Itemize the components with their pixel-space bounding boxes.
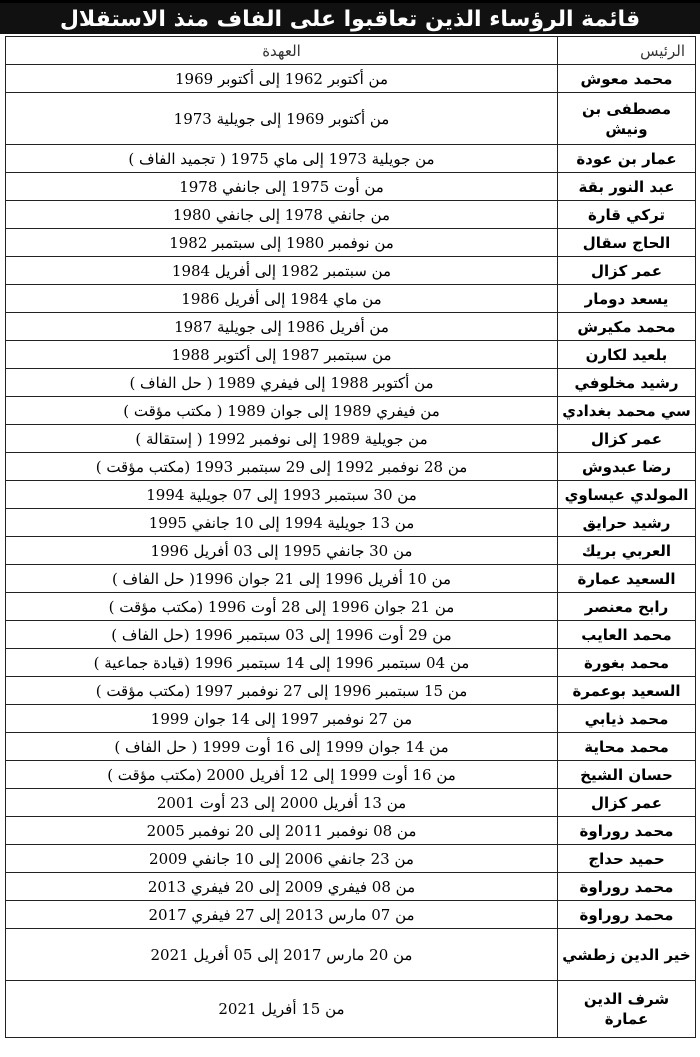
- president-name: عمار بن عودة: [558, 145, 696, 173]
- table-row: [6, 537, 696, 565]
- president-name: رضا عبدوش: [558, 453, 696, 481]
- table-row: [6, 453, 696, 481]
- table-row: [6, 65, 696, 93]
- table-row: [6, 285, 696, 313]
- president-name: خير الدين زطشي: [558, 929, 696, 981]
- president-name: السعيد عمارة: [558, 565, 696, 593]
- table-row: [6, 341, 696, 369]
- table-row: [6, 929, 696, 981]
- term-period: من 04 سبتمبر 1996 إلى 14 سبتمبر 1996 (قيادة جماعية ): [6, 649, 558, 677]
- table-header-row: [6, 37, 696, 65]
- term-period: من أفريل 1986 إلى جويلية 1987: [6, 313, 558, 341]
- table-row: [6, 761, 696, 789]
- president-name: محمد محاية: [558, 733, 696, 761]
- term-period: من 08 فيفري 2009 إلى 20 فيفري 2013: [6, 873, 558, 901]
- term-period: من 13 أفريل 2000 إلى 23 أوت 2001: [6, 789, 558, 817]
- president-name: محمد العايب: [558, 621, 696, 649]
- president-name: محمد مكيرش: [558, 313, 696, 341]
- table-row: [6, 789, 696, 817]
- table-row: [6, 229, 696, 257]
- term-period: من جويلية 1973 إلى ماي 1975 ( تجميد الفاف ): [6, 145, 558, 173]
- term-period: من 23 جانفي 2006 إلى 10 جانفي 2009: [6, 845, 558, 873]
- table-row: [6, 981, 696, 1038]
- table-row: [6, 369, 696, 397]
- president-name: رشيد حرايق: [558, 509, 696, 537]
- term-period: من أكتوبر 1988 إلى فيفري 1989 ( حل الفاف ): [6, 369, 558, 397]
- president-name: عمر كزال: [558, 789, 696, 817]
- president-name: بلعيد لكارن: [558, 341, 696, 369]
- table-row: [6, 509, 696, 537]
- president-name: محمد روراوة: [558, 817, 696, 845]
- table-row: [6, 201, 696, 229]
- term-period: من 13 جويلية 1994 إلى 10 جانفي 1995: [6, 509, 558, 537]
- term-period: من أكتوبر 1969 إلى جويلية 1973: [6, 93, 558, 145]
- term-period: من جويلية 1989 إلى نوفمبر 1992 ( إستقالة ): [6, 425, 558, 453]
- term-period: من سبتمبر 1987 إلى أكتوبر 1988: [6, 341, 558, 369]
- term-period: من 10 أفريل 1996 إلى 21 جوان 1996( حل الفاف ): [6, 565, 558, 593]
- table-row: [6, 873, 696, 901]
- term-period: من ماي 1984 إلى أفريل 1986: [6, 285, 558, 313]
- table-row: [6, 901, 696, 929]
- table-row: [6, 481, 696, 509]
- table-row: [6, 313, 696, 341]
- table-row: [6, 173, 696, 201]
- term-period: من 21 جوان 1996 إلى 28 أوت 1996 (مكتب مؤقت ): [6, 593, 558, 621]
- table-row: [6, 425, 696, 453]
- table-row: [6, 145, 696, 173]
- term-period: من 14 جوان 1999 إلى 16 أوت 1999 ( حل الفاف ): [6, 733, 558, 761]
- president-name: محمد بغورة: [558, 649, 696, 677]
- president-name: حميد حداج: [558, 845, 696, 873]
- president-name: حسان الشيخ: [558, 761, 696, 789]
- term-period: من 08 نوفمبر 2011 إلى 20 نوفمبر 2005: [6, 817, 558, 845]
- term-period: من 07 مارس 2013 إلى 27 فيفري 2017: [6, 901, 558, 929]
- table-row: [6, 677, 696, 705]
- president-name: عبد النور بقة: [558, 173, 696, 201]
- term-period: من سبتمبر 1982 إلى أفريل 1984: [6, 257, 558, 285]
- term-period: من 20 مارس 2017 إلى 05 أفريل 2021: [6, 929, 558, 981]
- president-name: محمد روراوة: [558, 901, 696, 929]
- table-row: [6, 649, 696, 677]
- term-period: من فيفري 1989 إلى جوان 1989 ( مكتب مؤقت ): [6, 397, 558, 425]
- term-period: من 28 نوفمبر 1992 إلى 29 سبتمبر 1993 (مكتب مؤقت ): [6, 453, 558, 481]
- table-row: [6, 565, 696, 593]
- table-row: [6, 845, 696, 873]
- term-period: من 16 أوت 1999 إلى 12 أفريل 2000 (مكتب مؤقت ): [6, 761, 558, 789]
- president-name: مصطفى بن ونيش: [558, 93, 696, 145]
- table-row: [6, 397, 696, 425]
- president-name: رشيد مخلوفي: [558, 369, 696, 397]
- president-name: عمر كزال: [558, 425, 696, 453]
- president-name: السعيد بوعمرة: [558, 677, 696, 705]
- table-row: [6, 705, 696, 733]
- term-period: من 29 أوت 1996 إلى 03 سبتمبر 1996 (حل الفاف ): [6, 621, 558, 649]
- page-title: قائمة الرؤساء الذين تعاقبوا على الفاف منذ الاستقلال: [0, 0, 700, 34]
- president-name: عمر كزال: [558, 257, 696, 285]
- term-period: من 30 سبتمبر 1993 إلى 07 جويلية 1994: [6, 481, 558, 509]
- table-row: [6, 93, 696, 145]
- term-period: من جانفي 1978 إلى جانفي 1980: [6, 201, 558, 229]
- table-row: [6, 621, 696, 649]
- table-row: [6, 257, 696, 285]
- president-name: يسعد دومار: [558, 285, 696, 313]
- term-period: من أوت 1975 إلى جانفي 1978: [6, 173, 558, 201]
- column-header-president: الرئيس: [558, 37, 696, 65]
- term-period: من أكتوبر 1962 إلى أكتوبر 1969: [6, 65, 558, 93]
- president-name: العربي بريك: [558, 537, 696, 565]
- president-name: محمد معوش: [558, 65, 696, 93]
- president-name: محمد ذيابي: [558, 705, 696, 733]
- term-period: من 15 أفريل 2021: [6, 981, 558, 1038]
- president-name: الحاج سقال: [558, 229, 696, 257]
- president-name: سي محمد بغدادي: [558, 397, 696, 425]
- table-row: [6, 733, 696, 761]
- presidents-table: [5, 36, 696, 1038]
- president-name: شرف الدين عمارة: [558, 981, 696, 1038]
- term-period: من 30 جانفي 1995 إلى 03 أفريل 1996: [6, 537, 558, 565]
- table-row: [6, 817, 696, 845]
- term-period: من 15 سبتمبر 1996 إلى 27 نوفمبر 1997 (مكتب مؤقت ): [6, 677, 558, 705]
- president-name: تركي قارة: [558, 201, 696, 229]
- term-period: من 27 نوفمبر 1997 إلى 14 جوان 1999: [6, 705, 558, 733]
- table-row: [6, 593, 696, 621]
- president-name: محمد روراوة: [558, 873, 696, 901]
- term-period: من نوفمبر 1980 إلى سبتمبر 1982: [6, 229, 558, 257]
- president-name: المولدي عيساوي: [558, 481, 696, 509]
- president-name: رابح معنصر: [558, 593, 696, 621]
- column-header-term: العهدة: [6, 37, 558, 65]
